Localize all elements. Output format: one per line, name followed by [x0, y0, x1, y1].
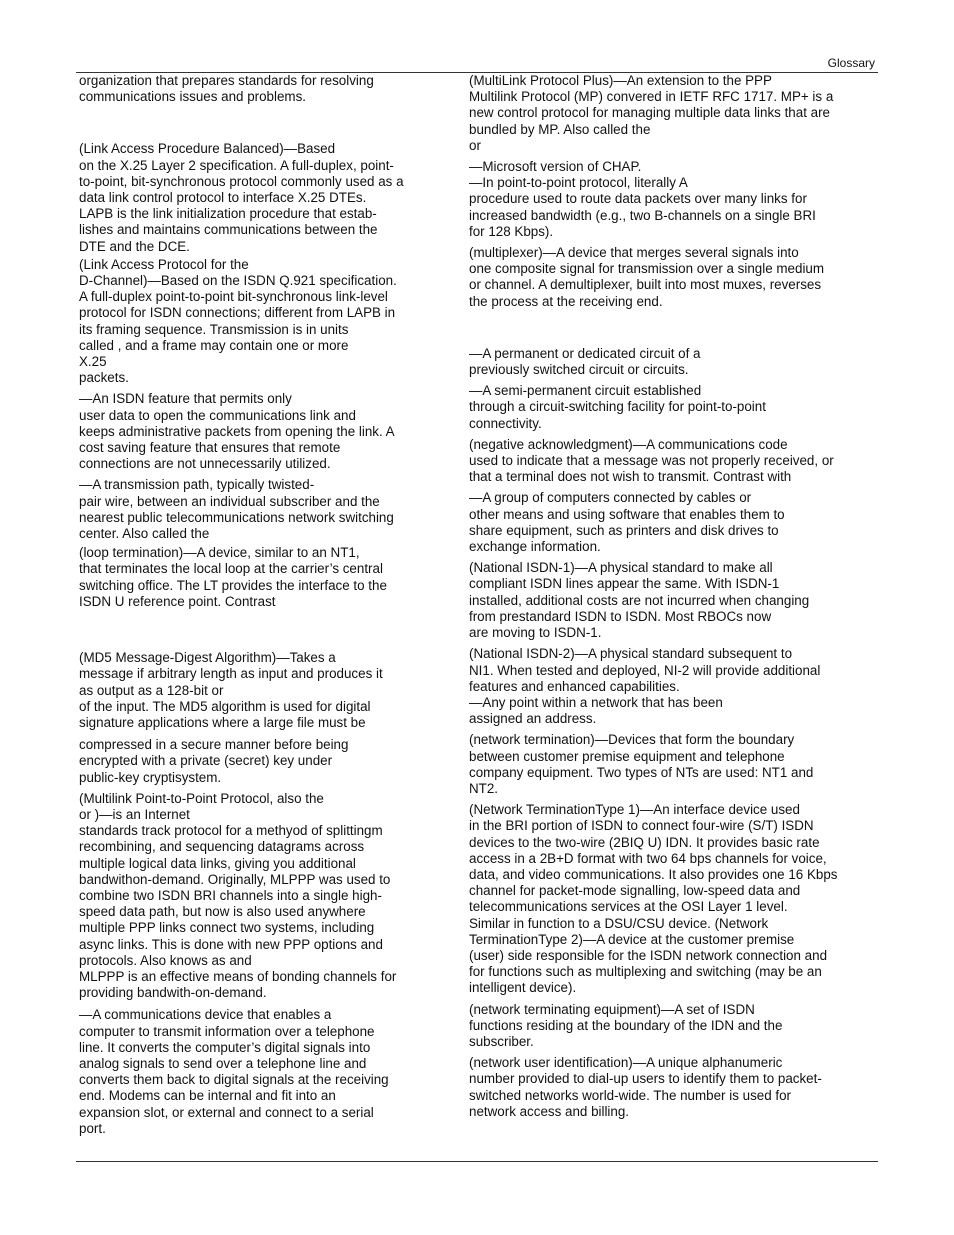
glossary-entry: —A group of computers connected by cables or other means and using software that enables them to share equipment, such as printers and disk drives to exchange information.	[469, 490, 785, 555]
glossary-entry: (network terminating equipment)—A set of ISDN functions residing at the boundary of the IDN and the subscriber.	[469, 1001, 783, 1049]
glossary-entry: (multiplexer)—A device that merges several signals into one composite signal for transmission over a single medium or channel. A demultiplexer, built into most muxes, reverses the process at the receiving end.	[469, 245, 825, 309]
glossary-entry: compressed in a secure manner before being encrypted with a private (secret) key under public-key cryptisystem.	[79, 737, 349, 785]
glossary-entry: (Link Access Procedure Balanced)—Based on the X.25 Layer 2 specification. A full-duplex, point- to-point, bit-synchronous protocol commonly used as a data link control protocol to interface X.25 DTEs. LAPB is the link initialization procedure that estab- lishes and maintains communications between the DTE and the DCE.	[79, 141, 404, 254]
glossary-entry: —A transmission path, typically twisted- pair wire, between an individual subscriber and the nearest public telecommunications network switching center. Also called the	[79, 477, 394, 542]
glossary-entry: (National ISDN-2)—A physical standard subsequent to NI1. When tested and deployed, NI-2 will provide additional features and enhanced capabilities. —Any point within a network that has been assigned an address.	[469, 646, 821, 727]
glossary-entry: (Network TerminationType 1)—An interface device used in the BRI portion of ISDN to connect four-wire (S/T) ISDN devices to the two-wire (2BIQ U) IDN. It provides basic rate access in a 2B+D format with two 64 bps channels for voice, data, and video communications. It also provides one 16 Kbps channel for packet-mode signalling, low-speed data and telecommunications services at the OSI Layer 1 level. Similar in function to a DSU/CSU device. (Network TerminationType 2)—A device at the customer premise (user) side responsible for the ISDN network connection and for functions such as multiplexing and switching (may be an intelligent device).	[469, 802, 838, 996]
footer-rule	[76, 1161, 878, 1162]
glossary-entry: —An ISDN feature that permits only user data to open the communications link and keeps administrative packets from opening the link. A cost saving feature that ensures that remote connections are not unnecessarily utilized.	[79, 391, 395, 472]
left-column	[79, 73, 455, 1137]
glossary-entry: (MD5 Message-Digest Algorithm)—Takes a message if arbitrary length as input and produces it as output as a 128-bit or of the input. The MD5 algorithm is used for digital signature applications where a large file must be	[79, 650, 383, 730]
glossary-entry: —A semi-permanent circuit established through a circuit-switching facility for point-to-point connectivity.	[469, 383, 766, 431]
glossary-entry: (negative acknowledgment)—A communications code used to indicate that a message was not properly received, or that a terminal does not wish to transmit. Contrast with	[469, 436, 834, 485]
glossary-entry: (loop termination)—A device, similar to an NT1, that terminates the local loop at the carrier’s central switching office. The LT provides the interface to the ISDN U reference point. Contrast	[79, 545, 387, 609]
glossary-entry: (Multilink Point-to-Point Protocol, also the or )—is an Internet standards track protocol for a methyod of splittingm recombining, and sequencing datagrams across multiple logical data links, giving you additional bandwithon-demand. Originally, MLPPP was used to combine two ISDN BRI channels into a single high- speed data path, but now is also used anywhere multiple PPP links connect two systems, including async links. This is done with new PPP options and protocols. Also knows as and MLPPP is an effective means of bonding channels for providing bandwith-on-demand.	[79, 790, 397, 1001]
glossary-entry: —Microsoft version of CHAP. —In point-to-point protocol, literally A procedure used to route data packets over many links for increased bandwidth (e.g., two B-channels on a single BRI for 128 Kbps).	[469, 159, 816, 239]
running-header: Glossary	[827, 56, 875, 70]
glossary-entry: —A communications device that enables a computer to transmit information over a telephone line. It converts the computer’s digital signals into analog signals to send over a telephone line and converts them back to digital signals at the receiving end. Modems can be internal and fit into an expansion slot, or external and connect to a serial port.	[79, 1007, 389, 1136]
glossary-entry: (MultiLink Protocol Plus)—An extension to the PPP Multilink Protocol (MP) convered in IETF RFC 1717. MP+ is a new control protocol for managing multiple data links that are bundled by MP. Also called the or	[469, 73, 834, 153]
glossary-entry: (National ISDN-1)—A physical standard to make all compliant ISDN lines appear the same. With ISDN-1 installed, additional costs are not incurred when changing from prestandard ISDN to ISDN. Most RBOCs now are moving to ISDN-1.	[469, 560, 810, 641]
glossary-entry: (network termination)—Devices that form the boundary between customer premise equipment and telephone company equipment. Two types of NTs are used: NT1 and NT2.	[469, 732, 814, 796]
glossary-entry: (Link Access Protocol for the D-Channel)—Based on the ISDN Q.921 specification. A full-duplex point-to-point bit-synchronous link-level protocol for ISDN connections; different from LAPB in its framing sequence. Transmission is in units called , and a frame may contain one or more X.25 packets.	[79, 256, 397, 386]
glossary-entry: organization that prepares standards for resolving communications issues and problems.	[79, 73, 374, 105]
glossary-entry: —A permanent or dedicated circuit of a previously switched circuit or circuits.	[469, 345, 701, 378]
right-column	[469, 73, 845, 1120]
glossary-entry: (network user identification)—A unique alphanumeric number provided to dial-up users to identify them to packet- switched networks world-wide. The number is used for network access and billing.	[469, 1055, 822, 1119]
